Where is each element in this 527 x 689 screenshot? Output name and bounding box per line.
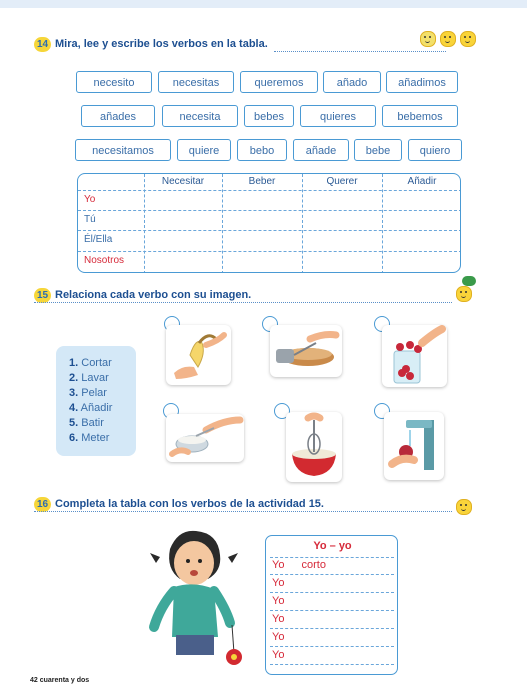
verb-list-item: 1. Cortar [69,357,112,369]
speech-bubble-icon [462,276,476,286]
word-chip: quiero [408,139,462,161]
dotted-rule [34,511,452,512]
verb-list-item: 2. Lavar [69,372,109,384]
exercise-number-badge: 16 [34,497,51,512]
verb-list-item: 3. Pelar [69,387,107,399]
word-chip: necesito [76,71,152,93]
table-row: Yo [272,631,285,643]
exercise-title: Completa la tabla con los verbos de la actividad 15. [55,498,324,510]
example-answer: corto [301,559,326,571]
word-chip: bebo [237,139,287,161]
table-row: Yo [272,595,285,607]
top-band [0,0,527,8]
verb-list-item: 6. Meter [69,432,110,444]
page-footer [30,677,89,684]
wash-image [384,412,444,480]
table-rule [270,557,394,558]
table-rule [222,174,223,273]
magnifier-face-icon [420,31,436,47]
table-row: Yo [272,649,285,661]
reading-face-icon [440,31,456,47]
row-label: Tú [84,214,96,225]
table-rule [78,230,461,231]
whisk-image [286,412,342,482]
row-label: Él/Ella [84,234,113,245]
thinking-face-icon [456,286,472,302]
word-chip: necesita [162,105,238,127]
table-rule [382,174,383,273]
word-chip: necesitas [158,71,234,93]
word-chip: añades [81,105,155,127]
table-row: Yo corto [272,559,326,571]
exercise-title: Relaciona cada verbo con su imagen. [55,289,252,301]
table-rule [270,592,394,593]
word-chip: bebemos [382,105,458,127]
word-chip: quieres [300,105,376,127]
table-row: Yo [272,577,285,589]
table-rule [270,664,394,665]
word-chip: queremos [240,71,318,93]
dotted-rule [274,51,446,52]
word-chip: quiere [177,139,231,161]
word-chip: bebes [244,105,294,127]
row-label: Nosotros [84,255,125,266]
exercise-number-badge: 15 [34,288,51,303]
yo-verb-table [265,535,398,675]
table-rule [78,251,461,252]
verb-list-item: 5. Batir [69,417,104,429]
word-chip: añado [323,71,381,93]
page-number: 42 [30,677,38,684]
table-rule [78,190,461,191]
exercise-number-badge: 14 [34,37,51,52]
word-chip: bebe [354,139,402,161]
page-number-words: cuarenta y dos [39,677,90,684]
exercise-14-header [34,37,484,55]
column-header: Querer [326,176,358,187]
table-rule [302,174,303,273]
column-header: Beber [248,176,276,187]
table-rule [78,210,461,211]
verb-list-item: 4. Añadir [69,402,113,414]
add-to-bowl-image [166,414,244,462]
verb-conjugation-table [77,173,461,273]
table-title: Yo – yo [313,540,352,552]
boy-yoyo-illustration [138,527,253,669]
word-chip: añadimos [386,71,458,93]
writing-face-icon [460,31,476,47]
table-rule [270,610,394,611]
exercise-15-header [34,288,484,306]
verb-list-box [56,346,136,456]
writing-face-icon [456,499,472,515]
table-rule [144,174,145,273]
put-cherries-image [382,325,447,387]
table-row: Yo [272,613,285,625]
word-chip: necesitamos [75,139,171,161]
dotted-rule [34,302,452,303]
cut-bread-image [270,325,342,377]
exercise-16-header [34,497,484,515]
peel-banana-image [166,325,231,385]
column-header: Añadir [407,176,437,187]
table-rule [270,646,394,647]
table-rule [270,628,394,629]
table-rule [270,574,394,575]
row-label: Yo [84,194,96,205]
exercise-title: Mira, lee y escribe los verbos en la tabla. [55,38,268,50]
column-header: Necesitar [161,176,205,187]
word-chip: añade [293,139,349,161]
